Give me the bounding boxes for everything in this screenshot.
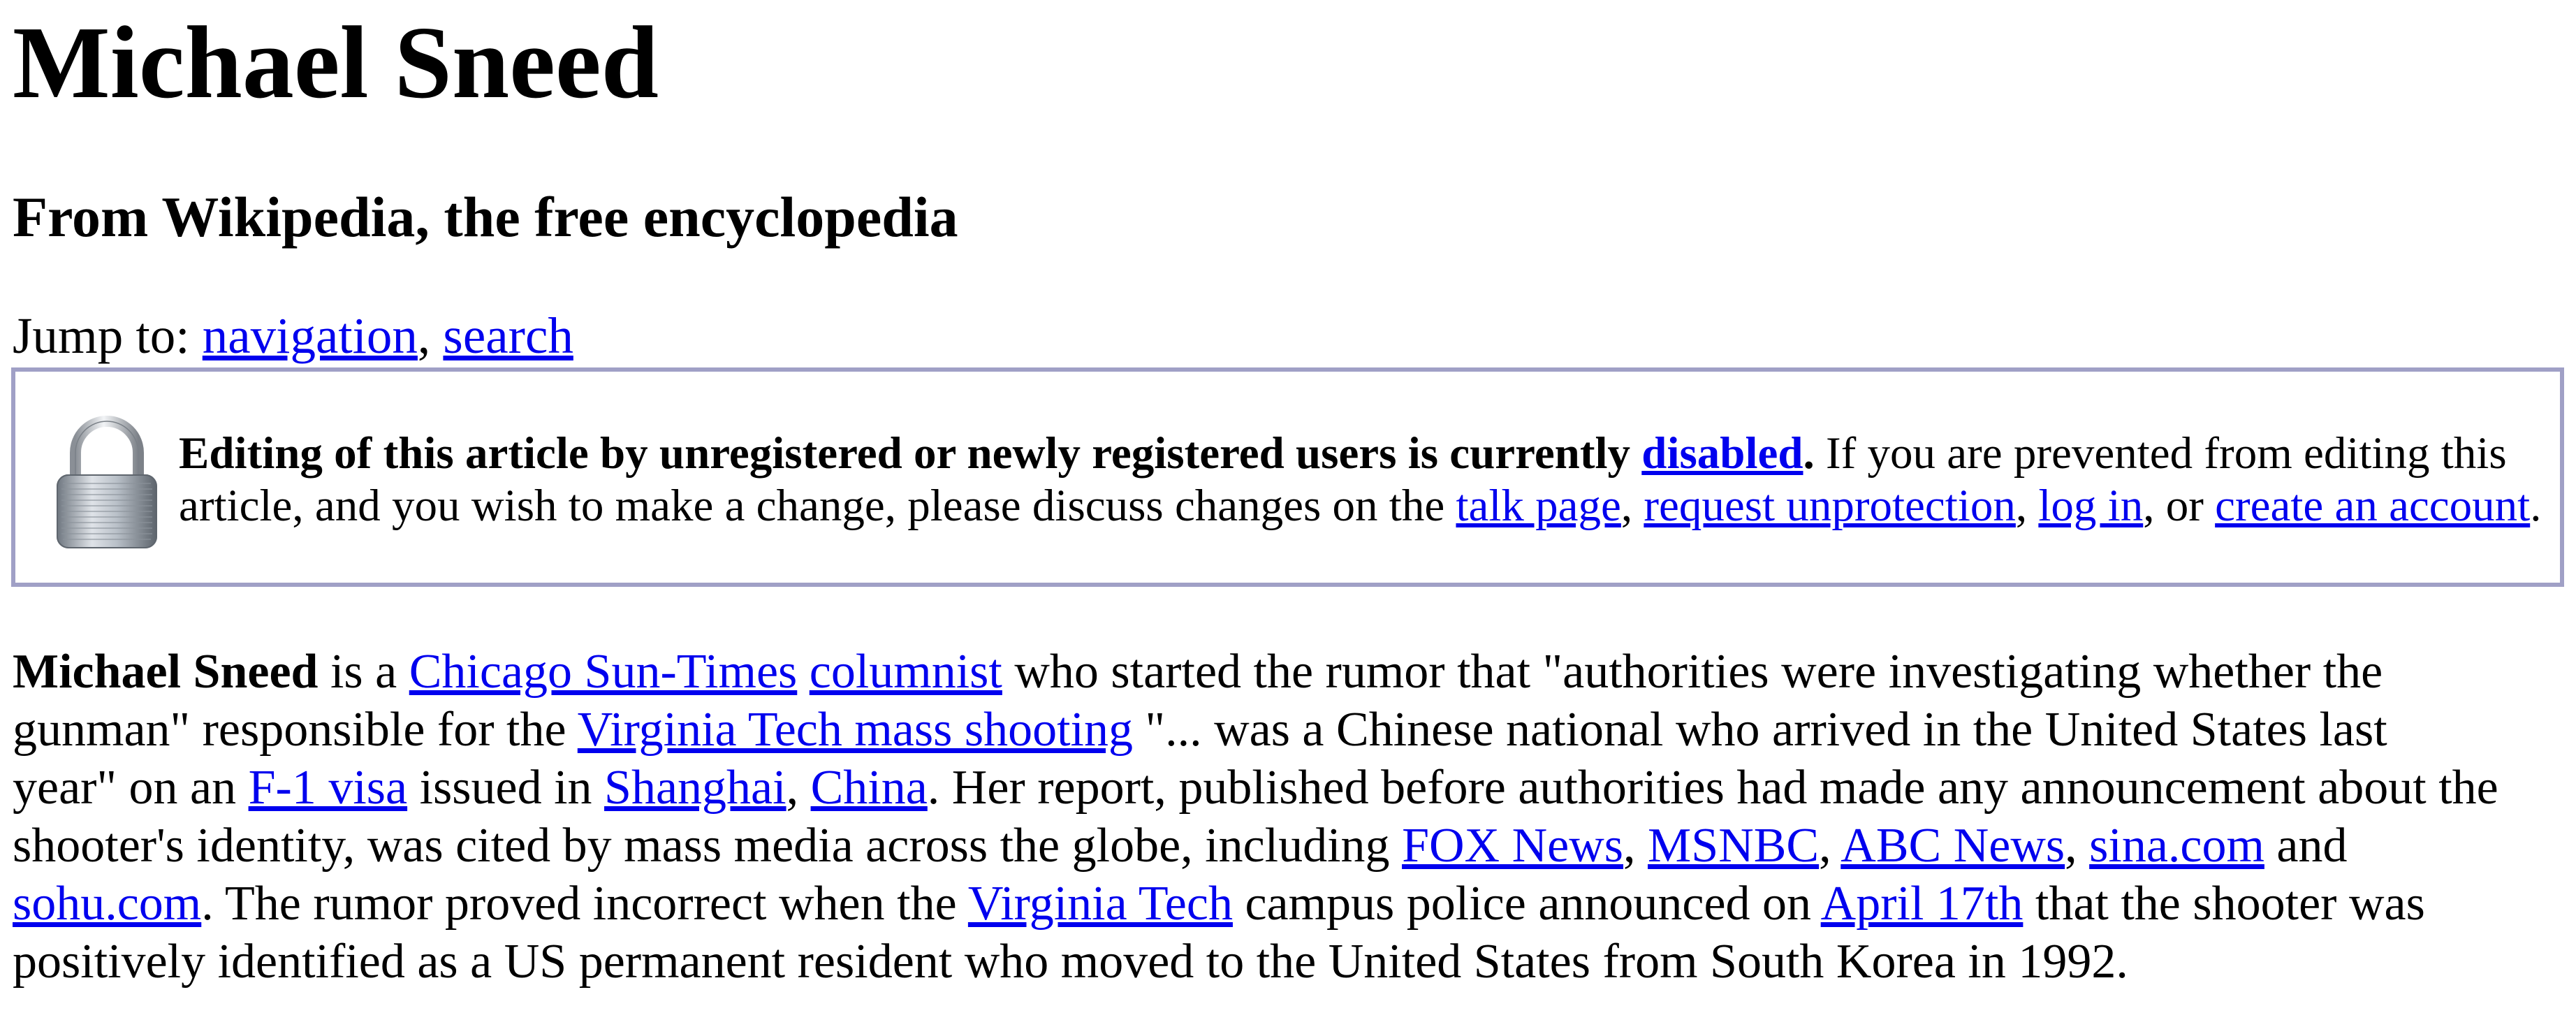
columnist-link[interactable]: columnist [809,645,1002,699]
notice-line-2 [179,480,2554,532]
notice-separator: , or [2143,481,2216,531]
virginia-tech-link[interactable]: Virginia Tech [967,877,1233,931]
paragraph-text: . The rumor proved incorrect when the [201,877,968,931]
notice-separator: , [1620,481,1644,531]
abc-news-link[interactable]: ABC News [1840,819,2065,873]
page-subtitle: From Wikipedia, the free encyclopedia [13,185,958,249]
notice-text-2: article, and you wish to make a change, please discuss changes on the [179,481,1456,531]
article-paragraph [13,643,2569,991]
paragraph-text: . Her report, published before authorities had made any announcement about the [927,761,2498,815]
notice-end: . [2530,481,2542,531]
notice-separator: , [2015,481,2039,531]
paragraph-line-4 [13,817,2569,875]
padlock-icon [47,411,166,551]
virginia-tech-shooting-link[interactable]: Virginia Tech mass shooting [577,703,1133,757]
paragraph-text: and [2264,819,2348,873]
notice-bold-end: . [1803,428,1815,479]
paragraph-text: , [1819,819,1841,873]
paragraph-line-3 [13,759,2569,817]
navigation-link[interactable]: navigation [202,307,418,364]
f1-visa-link[interactable]: F-1 visa [248,761,408,815]
disabled-link[interactable]: disabled [1641,428,1803,479]
search-link[interactable]: search [443,307,573,364]
paragraph-text [797,645,810,699]
paragraph-text: gunman" responsible for the [13,703,578,757]
log-in-link[interactable]: log in [2038,481,2144,531]
paragraph-text: is a [318,645,409,699]
page-title: Michael Sneed [13,6,659,120]
request-unprotection-link[interactable]: request unprotection [1644,481,2016,531]
notice-text-1: If you are prevented from editing this [1814,428,2507,479]
msnbc-link[interactable]: MSNBC [1648,819,1820,873]
paragraph-line-5 [13,875,2569,933]
talk-page-link[interactable]: talk page [1456,481,1621,531]
protection-notice-text [179,428,2554,532]
paragraph-line-1 [13,643,2569,701]
notice-bold-text: Editing of this article by unregistered or newly registered users is currently [179,428,1642,479]
create-account-link[interactable]: create an account [2215,481,2531,531]
shanghai-link[interactable]: Shanghai [604,761,786,815]
sina-link[interactable]: sina.com [2089,819,2264,873]
jump-to-label: Jump to: [13,307,203,364]
jump-separator: , [417,307,444,364]
paragraph-text: campus police announced on [1232,877,1821,931]
april-17th-link[interactable]: April 17th [1820,877,2024,931]
paragraph-text: year" on an [13,761,249,815]
china-link[interactable]: China [810,761,928,815]
chicago-sun-times-link[interactable]: Chicago Sun-Times [409,645,798,699]
paragraph-text: , [2065,819,2090,873]
paragraph-text: , [1623,819,1648,873]
jump-to-bar [13,305,573,367]
paragraph-line-6 [13,933,2569,991]
paragraph-line-2 [13,701,2569,759]
paragraph-text: that the shooter was [2023,877,2425,931]
article-subject: Michael Sneed [13,645,319,699]
paragraph-text: shooter's identity, was cited by mass media across the globe, including [13,819,1403,873]
notice-line-1 [179,428,2554,480]
fox-news-link[interactable]: FOX News [1402,819,1624,873]
paragraph-text: positively identified as a US permanent resident who moved to the United States from South Korea in 1992. [13,935,2128,989]
protection-notice [11,367,2564,587]
sohu-link[interactable]: sohu.com [13,877,202,931]
paragraph-text: issued in [407,761,605,815]
paragraph-text: "... was a Chinese national who arrived in the United States last [1133,703,2387,757]
paragraph-text: who started the rumor that "authorities were investigating whether the [1002,645,2383,699]
paragraph-text: , [786,761,811,815]
